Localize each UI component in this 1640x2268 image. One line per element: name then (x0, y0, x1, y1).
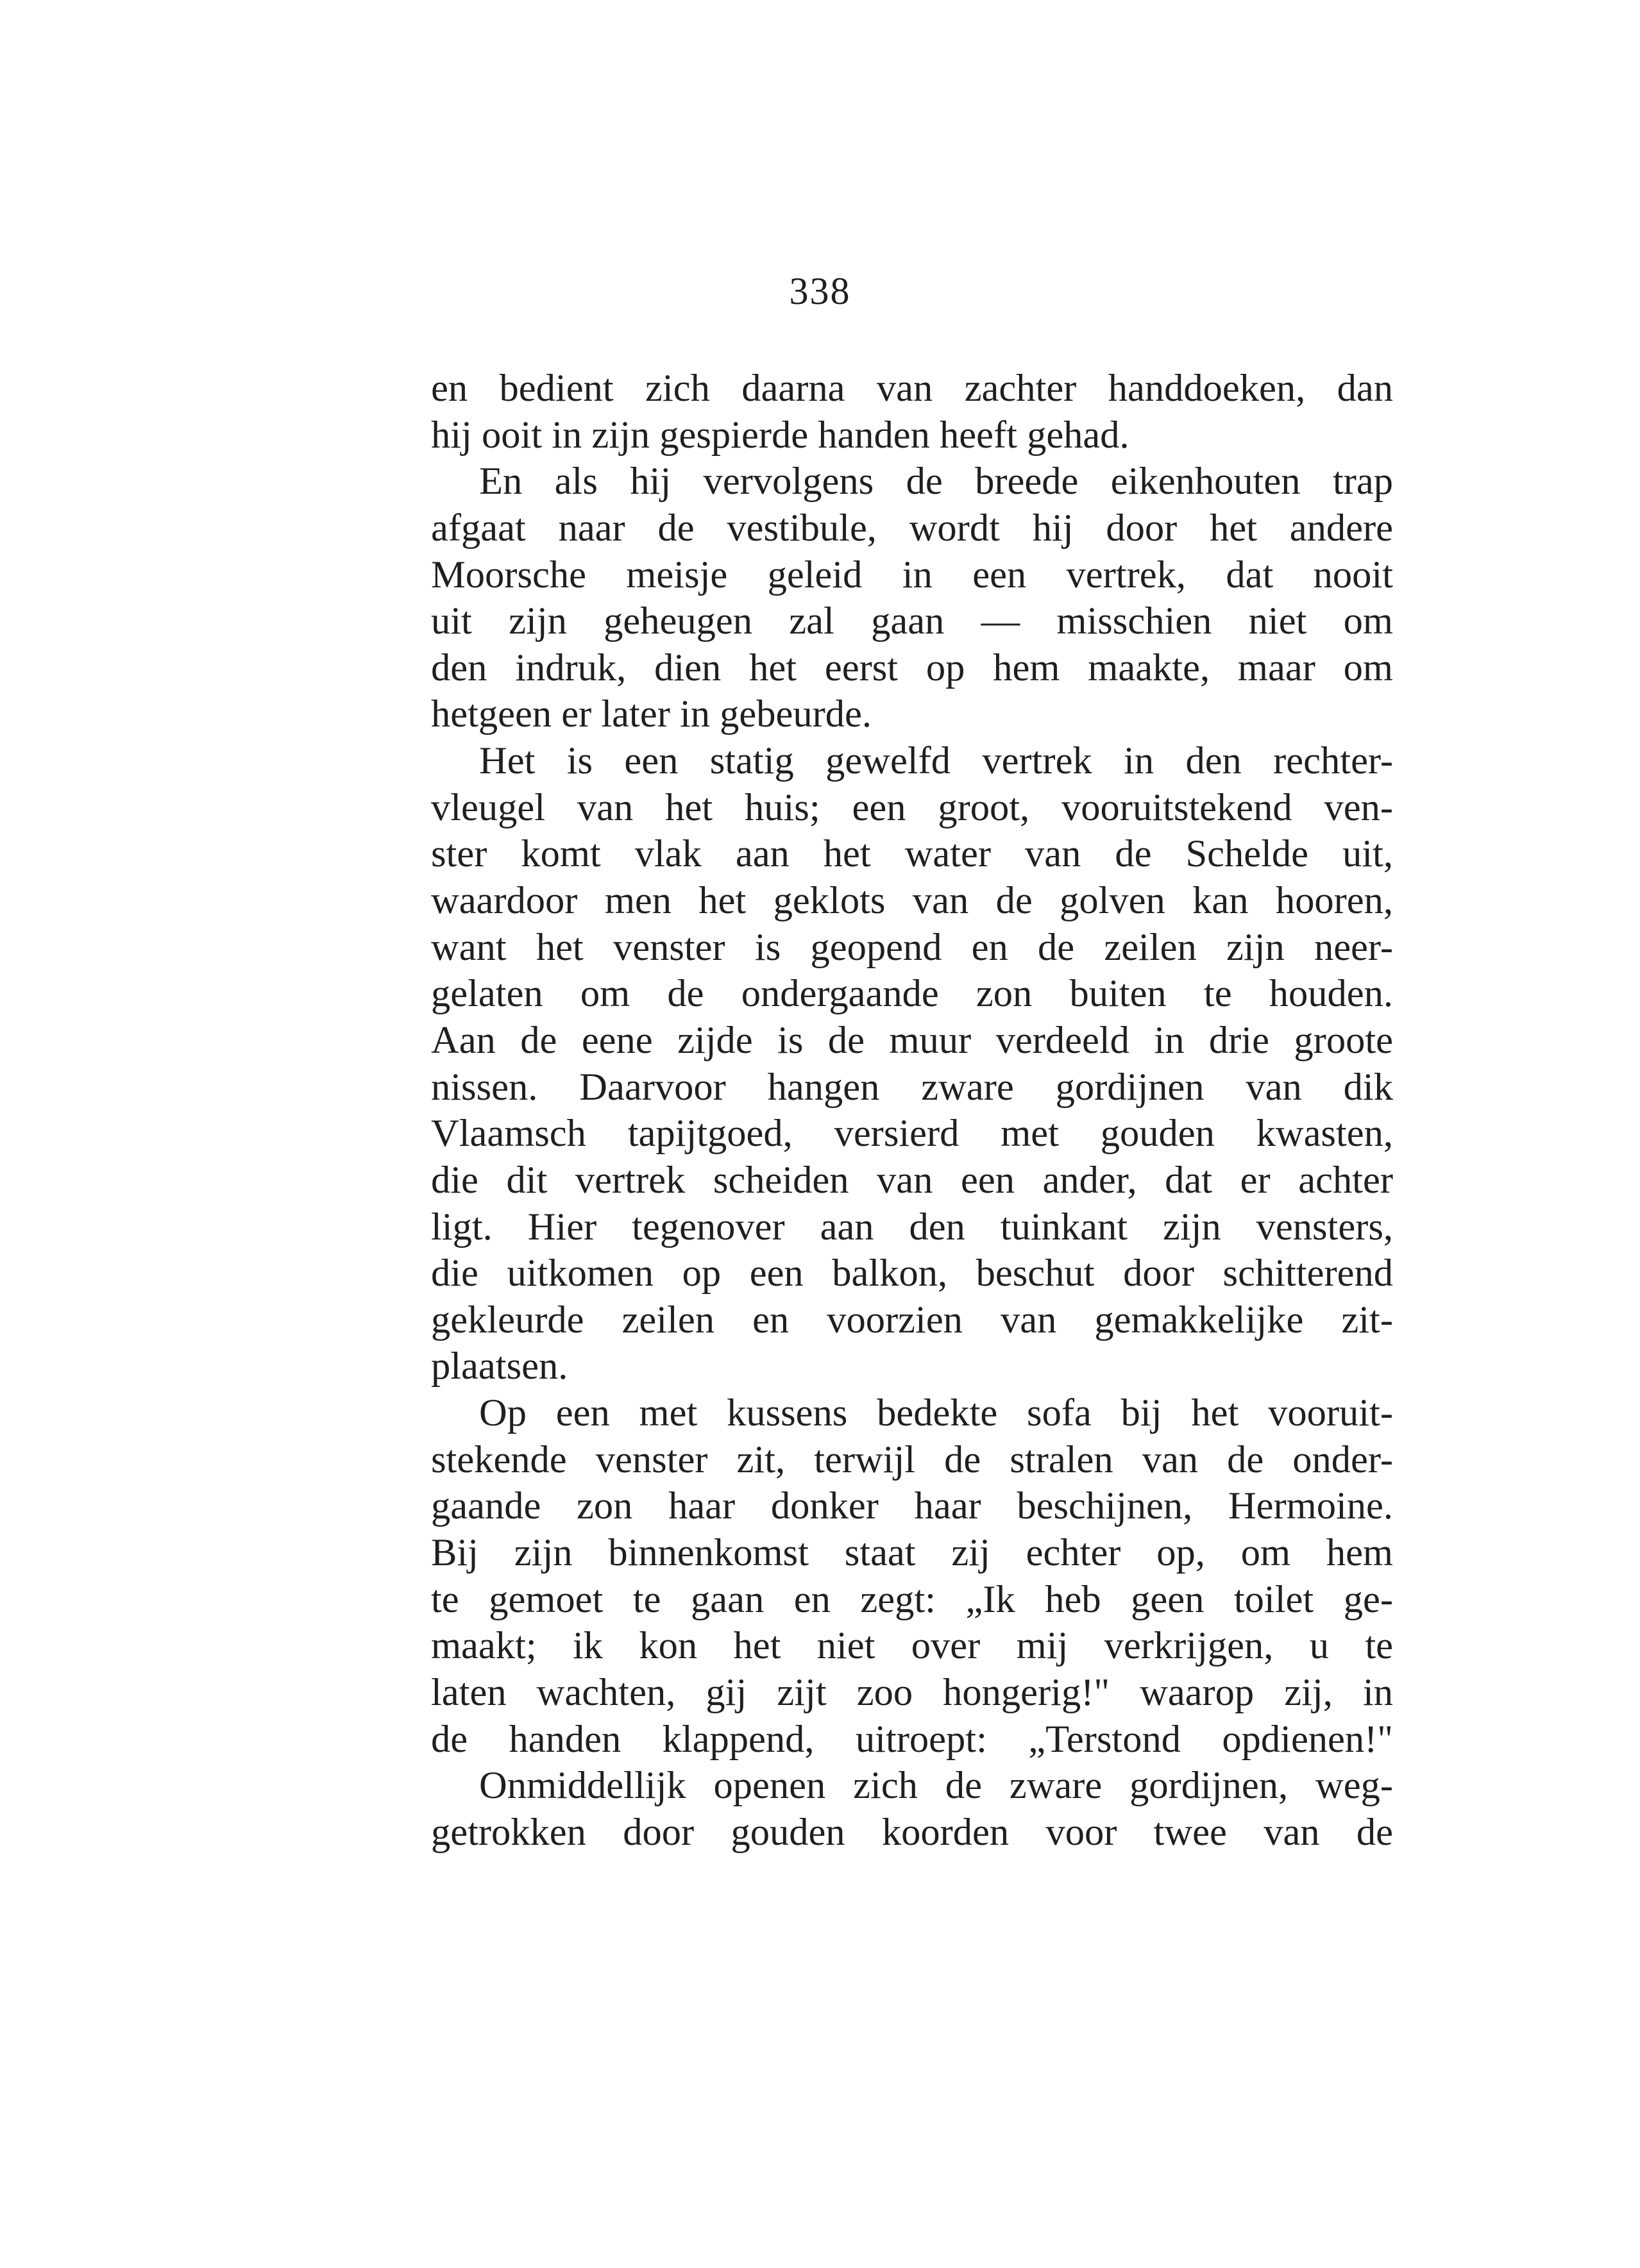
text-line: getrokken door gouden koorden voor twee van de (431, 1810, 1393, 1854)
text-line: gekleurde zeilen en voorzien van gemakkelijke zit- (431, 1298, 1393, 1341)
text-line: Bij zijn binnenkomst staat zij echter op, om hem (431, 1531, 1393, 1575)
text-line: stekende venster zit, terwijl de stralen van de onder- (431, 1438, 1393, 1481)
text-line: de handen klappend, uitroept: „Terstond opdienen!" (431, 1717, 1393, 1761)
text-line: En als hij vervolgens de breede eikenhouten trap (479, 460, 1393, 503)
text-line: en bedient zich daarna van zachter handdoeken, dan (431, 367, 1393, 410)
text-line: hij ooit in zijn gespierde handen heeft gehad. (431, 413, 1129, 457)
text-line: uit zijn geheugen zal gaan — misschien niet om (431, 600, 1393, 643)
page-number: 338 (789, 270, 851, 312)
text-line: Vlaamsch tapijtgoed, versierd met gouden kwasten, (431, 1112, 1393, 1155)
text-line: laten wachten, gij zijt zoo hongerig!" waarop zij, in (431, 1670, 1393, 1714)
text-line: Het is een statig gewelfd vertrek in den rechter- (479, 739, 1393, 783)
body-text (431, 365, 1393, 1856)
text-line: nissen. Daarvoor hangen zware gordijnen van dik (431, 1065, 1393, 1109)
text-line: maakt; ik kon het niet over mij verkrijgen, u te (431, 1624, 1393, 1668)
text-line: Moorsche meisje geleid in een vertrek, dat nooit (431, 553, 1393, 596)
text-line: Aan de eene zijde is de muur verdeeld in drie groote (431, 1018, 1393, 1062)
text-line: ligt. Hier tegenover aan den tuinkant zijn vensters, (431, 1205, 1393, 1248)
text-line: gaande zon haar donker haar beschijnen, Hermoine. (431, 1484, 1393, 1528)
text-line: vleugel van het huis; een groot, vooruitstekend ven- (431, 785, 1393, 829)
text-line: plaatsen. (431, 1345, 568, 1388)
text-line: waardoor men het geklots van de golven kan hooren, (431, 879, 1393, 923)
text-line: gelaten om de ondergaande zon buiten te houden. (431, 972, 1393, 1016)
text-line: hetgeen er later in gebeurde. (431, 693, 872, 736)
text-line: die uitkomen op een balkon, beschut door schitterend (431, 1252, 1393, 1295)
text-line: Onmiddellijk openen zich de zware gordijnen, weg- (479, 1764, 1393, 1808)
text-line: Op een met kussens bedekte sofa bij het vooruit- (479, 1391, 1393, 1435)
text-line: ster komt vlak aan het water van de Schelde uit, (431, 832, 1393, 876)
text-line: die dit vertrek scheiden van een ander, dat er achter (431, 1158, 1393, 1202)
text-line: te gemoet te gaan en zegt: „Ik heb geen toilet ge- (431, 1577, 1393, 1621)
text-line: den indruk, dien het eerst op hem maakte, maar om (431, 646, 1393, 689)
text-line: afgaat naar de vestibule, wordt hij door het andere (431, 506, 1393, 550)
text-line: want het venster is geopend en de zeilen zijn neer- (431, 925, 1393, 969)
